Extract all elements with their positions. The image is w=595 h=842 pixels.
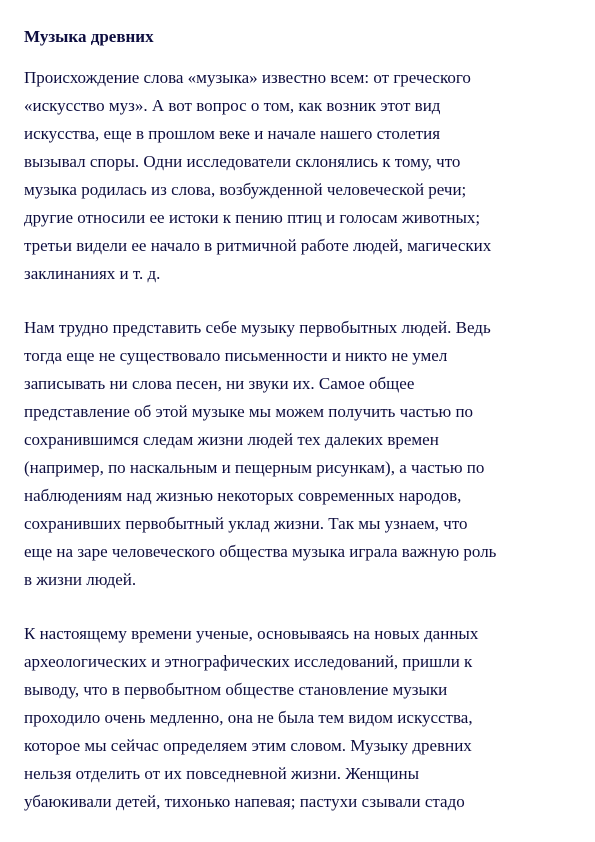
document-title: Музыка древних — [24, 27, 154, 46]
text-line: представление об этой музыке мы можем получить частью по — [24, 402, 474, 421]
text-line: проходило очень медленно, она не была тем видом искусства, — [24, 708, 473, 727]
text-line: искусства, еще в прошлом веке и начале нашего столетия — [24, 124, 441, 143]
text-line: убаюкивали детей, тихонько напевая; пастухи сзывали стадо — [24, 792, 465, 811]
text-line: в жизни людей. — [24, 570, 137, 589]
text-line: записывать ни слова песен, ни звуки их. Самое общее — [24, 374, 415, 393]
text-line: сохранившимся следам жизни людей тех далеких времен — [24, 430, 439, 449]
text-line: Нам трудно представить себе музыку первобытных людей. Ведь — [24, 318, 491, 337]
text-line: выводу, что в первобытном обществе становление музыки — [24, 680, 448, 699]
text-line: К настоящему времени ученые, основываясь на новых данных — [24, 624, 479, 643]
text-line: археологических и этнографических исследований, пришли к — [24, 652, 473, 671]
text-line: «искусство муз». А вот вопрос о том, как возник этот вид — [24, 96, 441, 115]
text-line: третьи видели ее начало в ритмичной работе людей, магических — [24, 236, 492, 255]
text-line: которое мы сейчас определяем этим словом. Музыку древних — [24, 736, 472, 755]
text-line: наблюдениям над жизнью некоторых современных народов, — [24, 486, 462, 505]
text-line: нельзя отделить от их повседневной жизни. Женщины — [24, 764, 419, 783]
text-line: другие относили ее истоки к пению птиц и голосам животных; — [24, 208, 481, 227]
text-line: Происхождение слова «музыка» известно всем: от греческого — [24, 68, 471, 87]
text-line: вызывал споры. Одни исследователи склонялись к тому, что — [24, 152, 461, 171]
text-line: музыка родилась из слова, возбужденной человеческой речи; — [24, 180, 467, 199]
text-line: еще на заре человеческого общества музыка играла важную роль — [24, 542, 497, 561]
text-line: (например, по наскальным и пещерным рисункам), а частью по — [24, 458, 485, 477]
text-line: сохранивших первобытный уклад жизни. Так мы узнаем, что — [24, 514, 468, 533]
text-line: заклинаниях и т. д. — [24, 264, 161, 283]
text-line: тогда еще не существовало письменности и никто не умел — [24, 346, 448, 365]
